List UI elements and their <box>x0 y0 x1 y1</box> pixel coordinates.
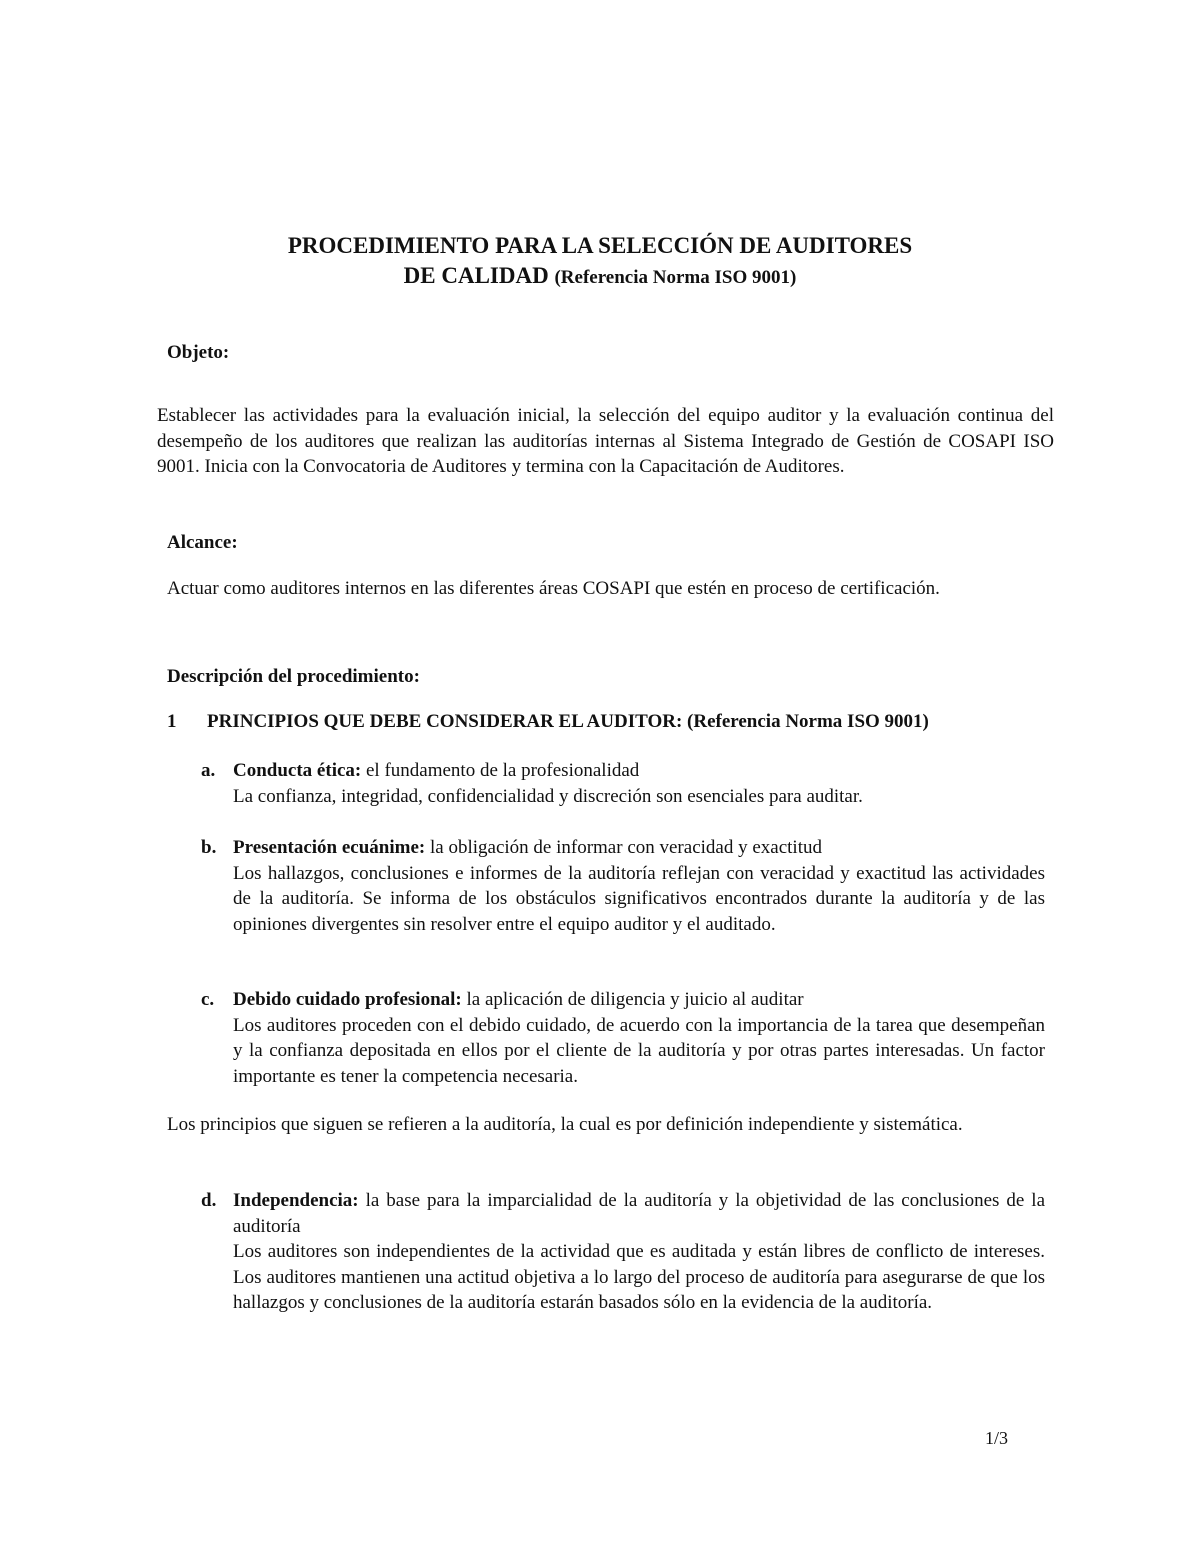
principles-note: Los principios que siguen se refieren a la auditoría, la cual es por definición independiente y sistemática. <box>167 1114 963 1135</box>
item-b-text: Los hallazgos, conclusiones e informes de la auditoría reflejan con veracidad y exactitud las actividades de la auditoría. Se informa de los obstáculos significativos encontrados durante la auditoría y de las opiniones divergentes sin resolver entre el equipo auditor y el auditado. <box>233 862 1045 935</box>
item-a-text: La confianza, integridad, confidencialidad y discreción son esenciales para auditar. <box>233 785 863 807</box>
page-number: 1/3 <box>985 1428 1009 1448</box>
item-d-title <box>233 1188 1045 1239</box>
item-c-summary: la aplicación de diligencia y juicio al auditar <box>466 989 804 1010</box>
title-line-1: PROCEDIMIENTO PARA LA SELECCIÓN DE AUDITORES <box>287 233 913 258</box>
item-d-letter: d. <box>201 1190 217 1211</box>
item-d-text: Los auditores son independientes de la actividad que es auditada y están libres de conflicto de intereses. Los auditores mantienen una actitud objetiva a lo largo del proceso de auditoría para asegurarse de que los hallazgos y conclusiones de la auditoría estarán basados sólo en la evidencia de la auditoría. <box>233 1241 1045 1313</box>
title-reference: (Referencia Norma ISO 9001) <box>554 267 797 288</box>
objeto-heading: Objeto: <box>167 342 230 363</box>
title-line-2 <box>0 261 1200 293</box>
alcance-heading: Alcance: <box>167 532 238 553</box>
section-1-number: 1 <box>167 711 177 732</box>
item-b-letter: b. <box>201 837 217 858</box>
section-1-heading: PRINCIPIOS QUE DEBE CONSIDERAR EL AUDITOR: (Referencia Norma ISO 9001) <box>207 711 929 732</box>
item-c <box>233 987 1045 1089</box>
item-b-summary: la obligación de informar con veracidad y exactitud <box>430 837 822 858</box>
item-a <box>233 758 1045 809</box>
item-a-title <box>233 758 1045 784</box>
alcance-text: Actuar como auditores internos en las diferentes áreas COSAPI que estén en proceso de certificación. <box>167 578 940 599</box>
item-b <box>233 835 1045 937</box>
item-c-term: Debido cuidado profesional: <box>233 989 462 1010</box>
item-d-summary: la base para la imparcialidad de la auditoría y la objetividad de las conclusiones de la auditoría <box>233 1190 1046 1237</box>
descripcion-heading: Descripción del procedimiento: <box>167 666 420 687</box>
item-b-title <box>233 835 1045 861</box>
item-a-term: Conducta ética: <box>233 760 362 781</box>
title-line-2-main: DE CALIDAD <box>403 263 549 288</box>
item-c-text: Los auditores proceden con el debido cuidado, de acuerdo con la importancia de la tarea que desempeñan y la confianza depositada en ellos por el cliente de la auditoría y por otras partes interesadas. Un factor importante es tener la competencia necesaria. <box>233 1014 1045 1087</box>
item-a-summary: el fundamento de la profesionalidad <box>365 760 640 781</box>
item-b-term: Presentación ecuánime: <box>233 837 426 858</box>
item-c-title <box>233 987 1045 1013</box>
item-a-letter: a. <box>201 760 216 781</box>
document-title <box>0 231 1200 293</box>
item-d <box>233 1188 1045 1316</box>
item-d-term: Independencia: <box>233 1190 359 1211</box>
item-c-letter: c. <box>201 989 215 1010</box>
objeto-text: Establecer las actividades para la evaluación inicial, la selección del equipo auditor y la evaluación continua del desempeño de los auditores que realizan las auditorías internas al Sistema Integrado de Gestión de COSAPI ISO 9001. Inicia con la Convocatoria de Auditores y termina con la Capacitación de Auditores. <box>157 405 1054 477</box>
